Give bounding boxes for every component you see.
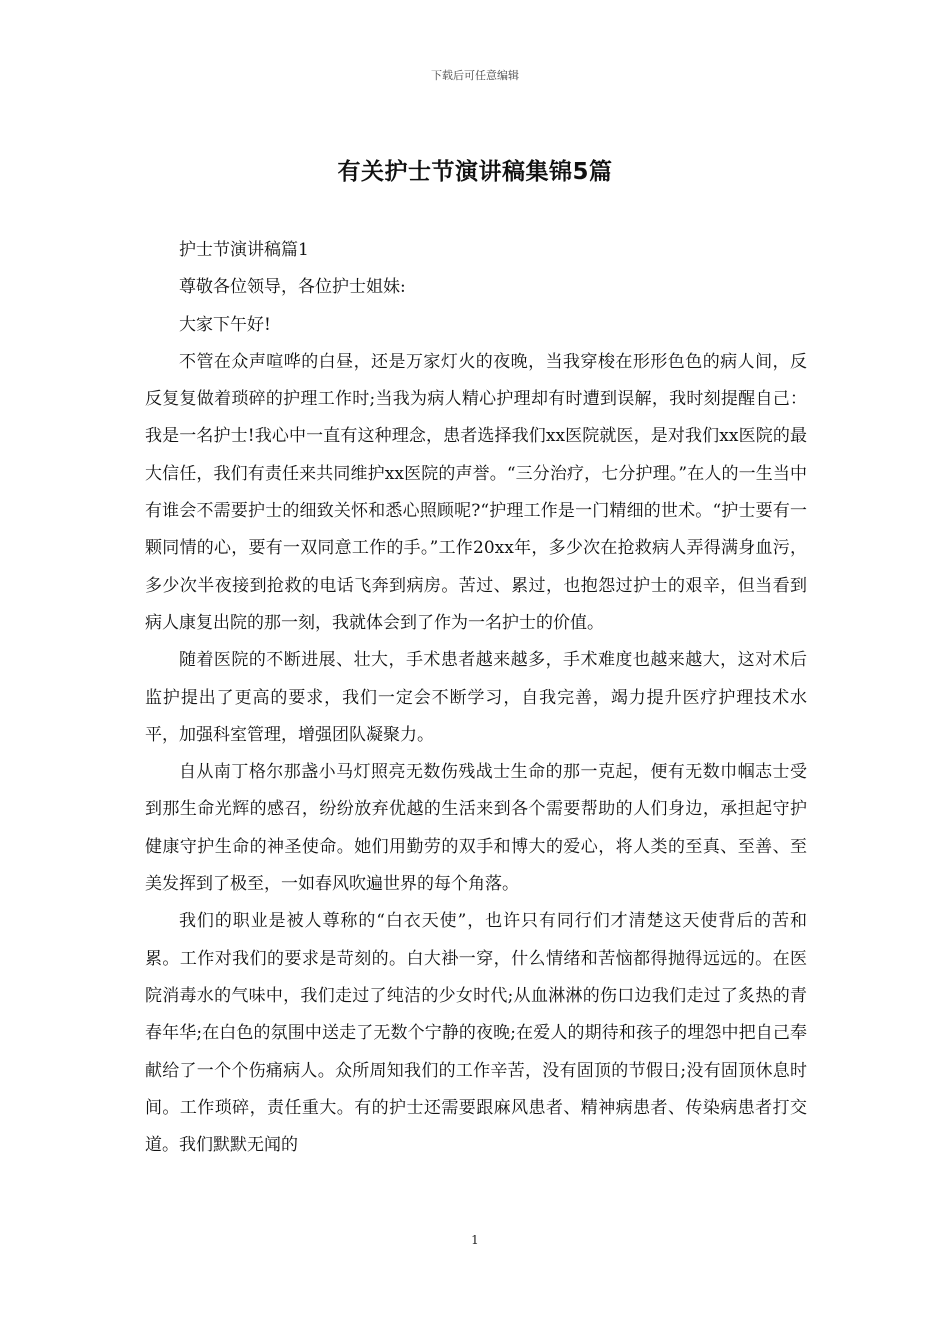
document-body [145,232,807,1164]
salutation: 尊敬各位领导，各位护士姐妹: [179,277,406,298]
body-paragraph-1: 不管在众声喧哗的白昼，还是万家灯火的夜晚，当我穿梭在形形色色的病人间，反反复复做着琐碎的护理工作时;当我为病人精心护理却有时遭到误解，我时刻提醒自己：我是一名护士!我心中一直有这种理念，患者选择我们xx医院就医，是对我们xx医院的最大信任，我们有责任来共同维护xx医院的声誉。“三分治疗，七分护理。”在人的一生当中有谁会不需要护士的细致关怀和悉心照顾呢?“护理工作是一门精细的世术。“护士要有一颗同情的心，要有一双同意工作的手。”工作20xx年，多少次在抢救病人弄得满身血污，多少次半夜接到抢救的电话飞奔到病房。苦过、累过，也抱怨过护士的艰辛，但当看到病人康复出院的那一刻，我就体会到了作为一名护士的价值。 [145,351,807,633]
body-paragraph-2: 随着医院的不断进展、壮大，手术患者越来越多，手术难度也越来越大，这对术后监护提出了更高的要求，我们一定会不断学习，自我完善，竭力提升医疗护理技术水平，加强科室管理，增强团队凝聚力。 [145,650,807,745]
header-note: 下载后可任意编辑 [431,69,519,82]
greeting: 大家下午好! [179,314,271,335]
body-paragraph-3: 自从南丁格尔那盏小马灯照亮无数伤残战士生命的那一克起，便有无数巾帼志士受到那生命光辉的感召，纷纷放弃优越的生活来到各个需要帮助的人们身边，承担起守护健康守护生命的神圣使命。她们用勤劳的双手和博大的爱心，将人类的至真、至善、至美发挥到了极至，一如春风吹遍世界的每个角落。 [145,762,807,895]
section-heading: 护士节演讲稿篇1 [179,240,309,260]
document-title: 有关护士节演讲稿集锦5篇 [337,159,613,185]
page-number: 1 [471,1233,479,1247]
body-paragraph-4: 我们的职业是被人尊称的“白衣天使”，也许只有同行们才清楚这天使背后的苦和累。工作对我们的要求是苛刻的。白大褂一穿，什么情绪和苦恼都得抛得远远的。在医院消毒水的气味中，我们走过了纯洁的少女时代;从血淋淋的伤口边我们走过了炙热的青春年华;在白色的氛围中送走了无数个宁静的夜晚;在爱人的期待和孩子的埋怨中把自己奉献给了一个个伤痛病人。众所周知我们的工作辛苦，没有固顶的节假日;没有固顶休息时间。工作琐碎，责任重大。有的护士还需要跟麻风患者、精神病患者、传染病患者打交道。我们默默无闻的 [145,911,807,1156]
